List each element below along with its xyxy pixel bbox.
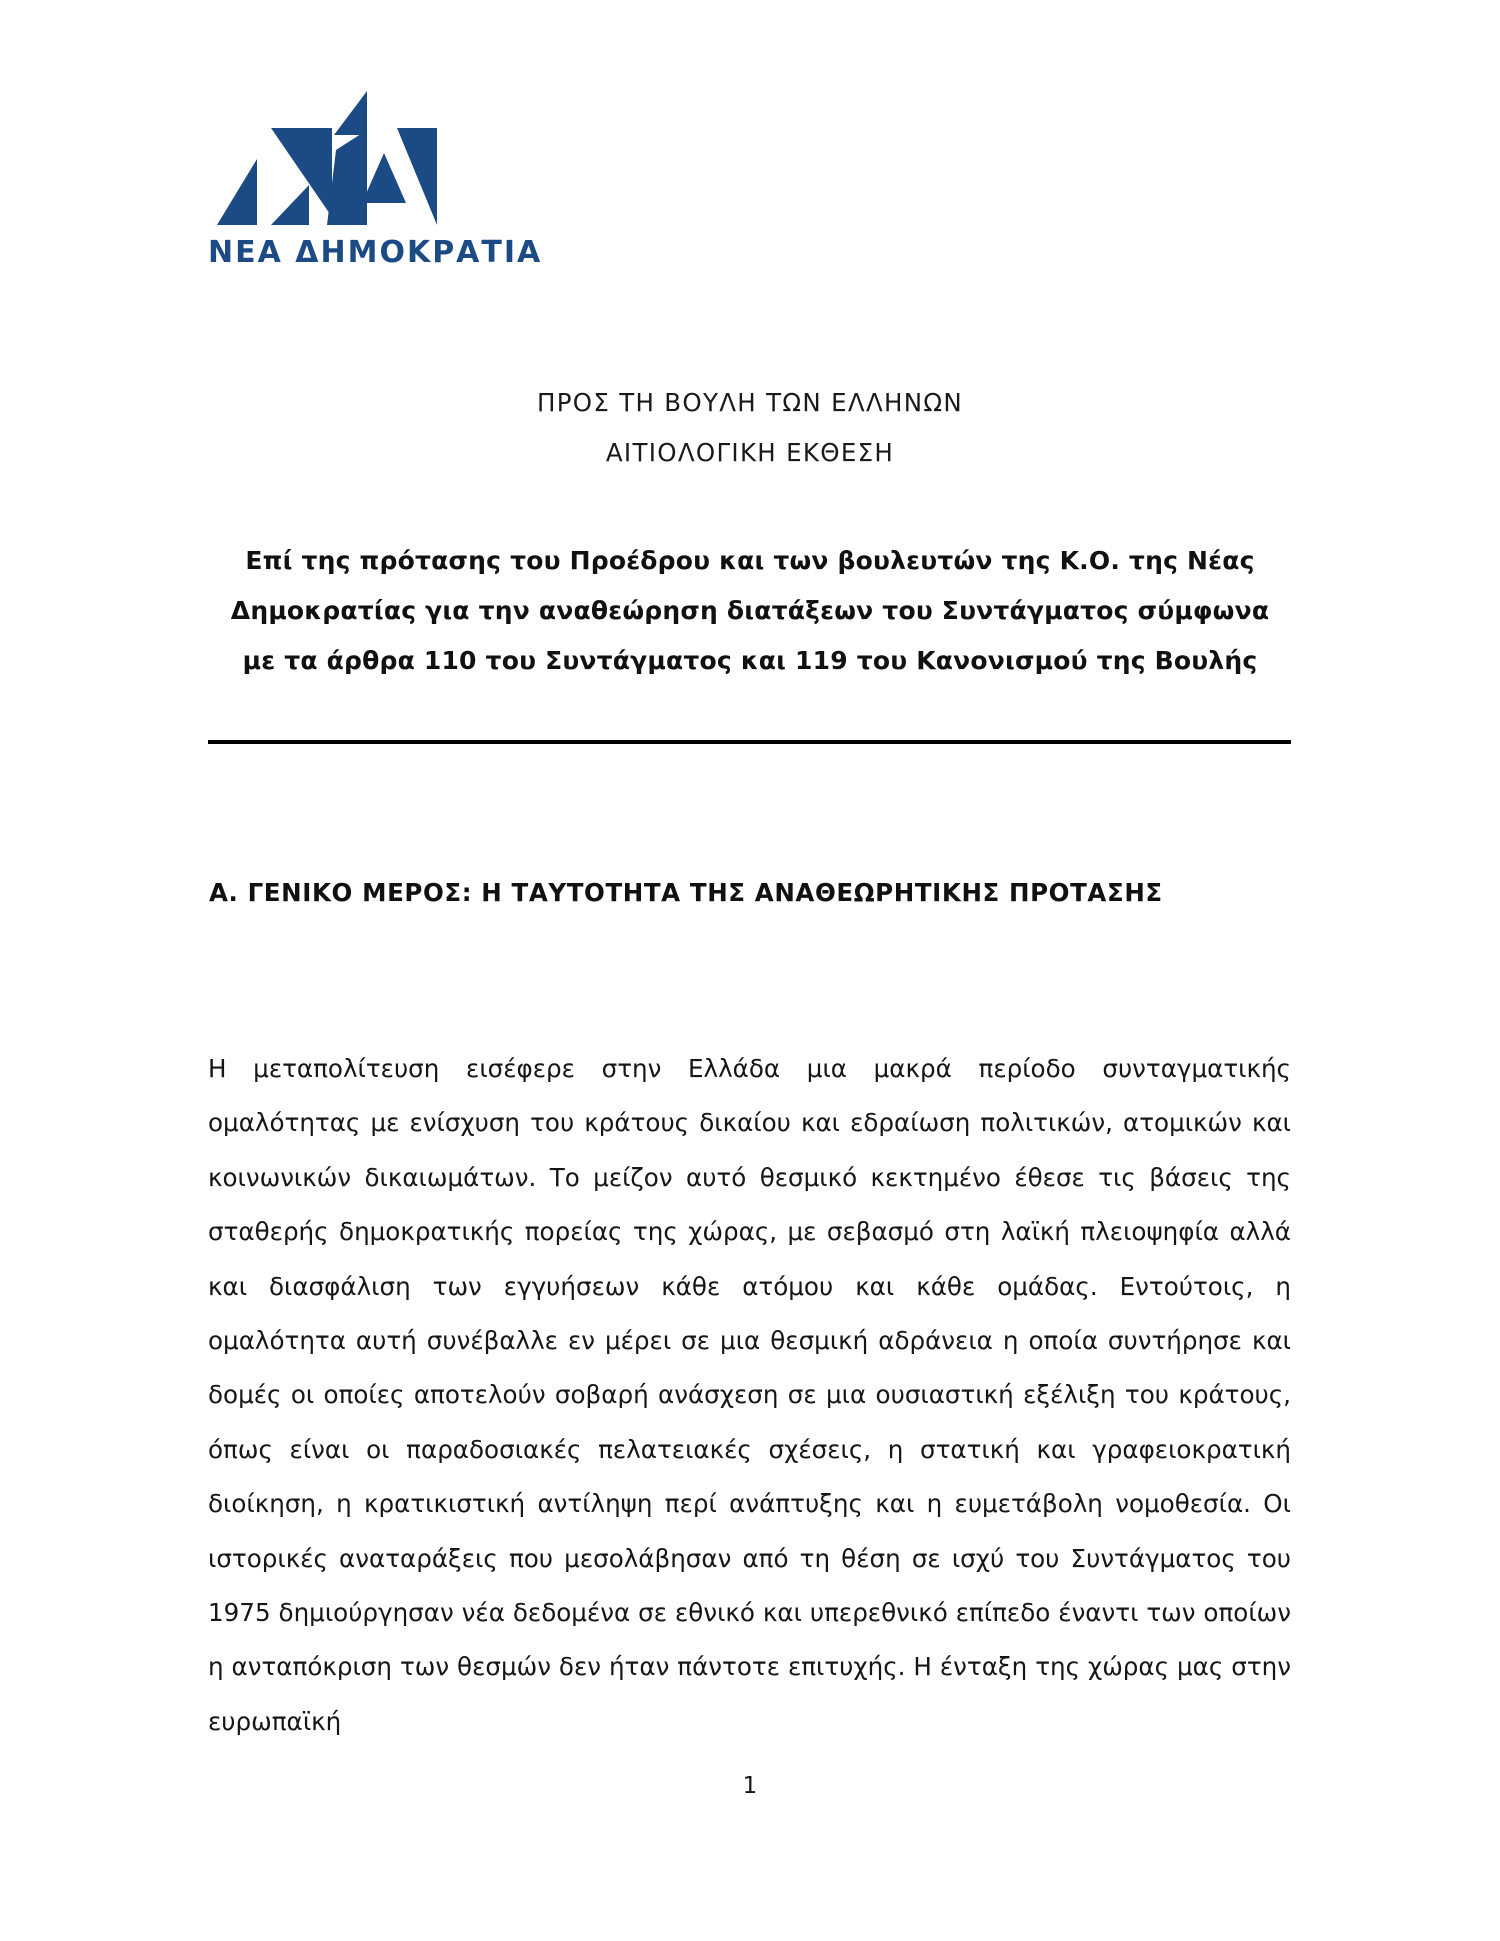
section-heading: Α. ΓΕΝΙΚΟ ΜΕΡΟΣ: Η ΤΑΥΤΟΤΗΤΑ ΤΗΣ ΑΝΑΘΕΩΡΗΤΙΚΗΣ ΠΡΟΤΑΣΗΣ <box>209 878 1163 907</box>
subtitle-line-3: με τα άρθρα 110 του Συντάγματος και 119 του Κανονισμού της Βουλής <box>242 646 1258 675</box>
body-paragraph: Η μεταπολίτευση εισέφερε στην Ελλάδα μια μακρά περίοδο συνταγματικής ομαλότητας με ενίσχυση του κράτους δικαίου και εδραίωση πολιτικών, ατομικών και κοινωνικών δικαιωμάτων. Το μείζον αυτό θεσμικό κεκτημένο έθεσε τις βάσεις της σταθερής δημοκρατικής πορείας της χώρας, με σεβασμό στη λαϊκή πλειοψηφία αλλά και διασφάλιση των εγγυήσεων κάθε ατόμου και κάθε ομάδας. Εντούτοις, η ομαλότητα αυτή συνέβαλλε εν μέρει σε μια θεσμική αδράνεια η οποία συντήρησε και δομές οι οποίες αποτελούν σοβαρή ανάσχεση σε μια ουσιαστική εξέλιξη του κράτους, όπως είναι οι παραδοσιακές πελατειακές σχέσεις, η στατική και γραφειοκρατική διοίκηση, η κρατικιστική αντίληψη περί ανάπτυξης και η ευμετάβολη νομοθεσία. Οι ιστορικές αναταράξεις που μεσολάβησαν από τη θέση σε ισχύ του Συντάγματος του 1975 δημιούργησαν νέα δεδομένα σε εθνικό και υπερεθνικό επίπεδο έναντι των οποίων η ανταπόκριση των θεσμών δεν ήταν πάντοτε επιτυχής. Η ένταξη της χώρας μας στην ευρωπαϊκή <box>208 1054 1291 1736</box>
logo-block <box>205 75 543 270</box>
document-subtitle <box>195 536 1305 686</box>
subtitle-line-1: Επί της πρότασης του Προέδρου και των βουλευτών της Κ.Ο. της Νέας <box>245 546 1255 575</box>
logo-wordmark: ΝΕΑ ΔΗΜΟΚΡΑΤΙΑ <box>208 235 543 270</box>
header-line-addressee: ΠΡΟΣ ΤΗ ΒΟΥΛΗ ΤΩΝ ΕΛΛΗΝΩΝ <box>536 388 964 417</box>
document-header <box>210 378 1290 478</box>
subtitle-line-2: Δημοκρατίας για την αναθεώρηση διατάξεων του Συντάγματος σύμφωνα <box>230 596 1270 625</box>
header-line-doctype: ΑΙΤΙΟΛΟΓΙΚΗ ΕΚΘΕΣΗ <box>605 438 895 467</box>
horizontal-divider <box>208 740 1291 744</box>
body-text <box>208 1042 1291 1749</box>
nea-dimokratia-logo-icon <box>205 75 473 225</box>
page-number: 1 <box>742 1773 758 1799</box>
